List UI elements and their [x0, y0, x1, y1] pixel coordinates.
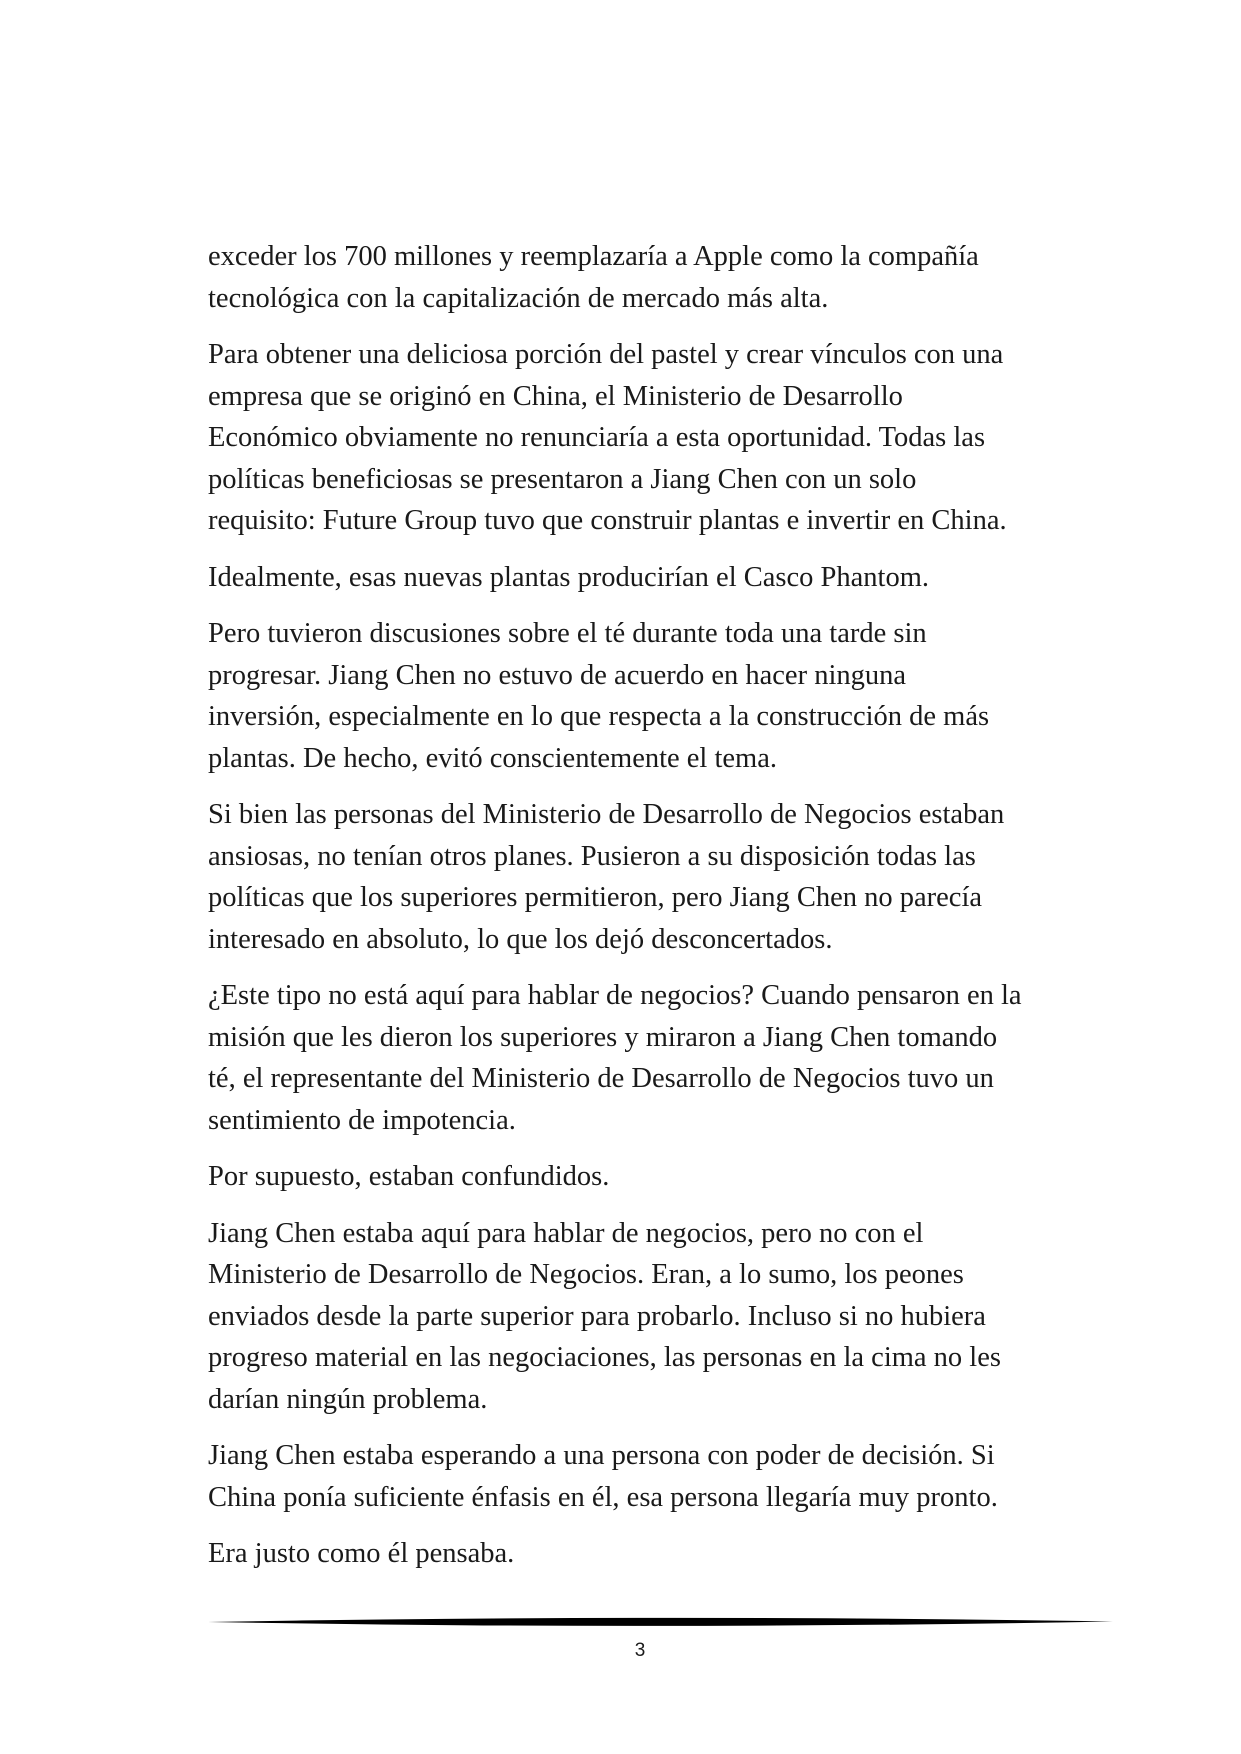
- text-line: políticas beneficiosas se presentaron a Jiang Chen con un solo: [208, 463, 917, 495]
- text-line: darían ningún problema.: [208, 1383, 488, 1415]
- page-number: 3: [634, 1640, 646, 1661]
- footer-divider: [208, 1615, 1113, 1629]
- paragraph: [208, 334, 1078, 542]
- paragraph: [208, 236, 1078, 319]
- text-line: políticas que los superiores permitieron, pero Jiang Chen no parecía: [208, 882, 983, 913]
- text-line: interesado en absoluto, lo que los dejó desconcertados.: [208, 923, 833, 955]
- text-line: Pero tuvieron discusiones sobre el té durante toda una tarde sin: [208, 618, 927, 649]
- text-line: plantas. De hecho, evitó conscientemente el tema.: [208, 742, 777, 774]
- paragraph: [208, 1156, 1078, 1198]
- text-line: Ministerio de Desarrollo de Negocios. Eran, a lo sumo, los peones: [208, 1259, 964, 1290]
- paragraph: [208, 1435, 1078, 1518]
- text-line: Si bien las personas del Ministerio de Desarrollo de Negocios estaban: [208, 799, 1005, 830]
- text-line: misión que les dieron los superiores y miraron a Jiang Chen tomando: [208, 1021, 998, 1053]
- text-line: enviados desde la parte superior para probarlo. Incluso si no hubiera: [208, 1300, 986, 1332]
- body-text: [208, 236, 1078, 1590]
- paragraph: [208, 794, 1078, 960]
- text-line: empresa que se originó en China, el Ministerio de Desarrollo: [208, 380, 903, 412]
- text-line: Era justo como él pensaba.: [208, 1538, 515, 1569]
- text-line: inversión, especialmente en lo que respecta a la construcción de más: [208, 701, 990, 732]
- paragraph: [208, 1533, 1078, 1575]
- text-line: tecnológica con la capitalización de mercado más alta.: [208, 282, 829, 314]
- paragraph: [208, 613, 1078, 779]
- paragraph: [208, 1213, 1078, 1421]
- text-line: Para obtener una deliciosa porción del pastel y crear vínculos con una: [208, 339, 1004, 370]
- text-line: té, el representante del Ministerio de Desarrollo de Negocios tuvo un: [208, 1063, 994, 1094]
- text-line: ansiosas, no tenían otros planes. Pusieron a su disposición todas las: [208, 840, 976, 872]
- text-line: progreso material en las negociaciones, las personas en la cima no les: [208, 1342, 1001, 1373]
- paragraph: [208, 975, 1078, 1141]
- text-line: Por supuesto, estaban confundidos.: [208, 1161, 610, 1192]
- text-line: requisito: Future Group tuvo que construir plantas e invertir en China.: [208, 505, 1007, 536]
- text-line: ¿Este tipo no está aquí para hablar de negocios? Cuando pensaron en la: [208, 980, 1022, 1011]
- paragraph: [208, 557, 1078, 599]
- text-line: progresar. Jiang Chen no estuvo de acuerdo en hacer ninguna: [208, 659, 907, 691]
- text-line: Idealmente, esas nuevas plantas producirían el Casco Phantom.: [208, 561, 929, 593]
- text-line: China ponía suficiente énfasis en él, esa persona llegaría muy pronto.: [208, 1481, 998, 1513]
- text-line: Jiang Chen estaba aquí para hablar de negocios, pero no con el: [208, 1217, 924, 1249]
- text-line: sentimiento de impotencia.: [208, 1104, 516, 1136]
- text-line: Jiang Chen estaba esperando a una persona con poder de decisión. Si: [208, 1440, 995, 1471]
- text-line: Económico obviamente no renunciaría a esta oportunidad. Todas las: [208, 422, 986, 453]
- text-line: exceder los 700 millones y reemplazaría a Apple como la compañía: [208, 241, 979, 272]
